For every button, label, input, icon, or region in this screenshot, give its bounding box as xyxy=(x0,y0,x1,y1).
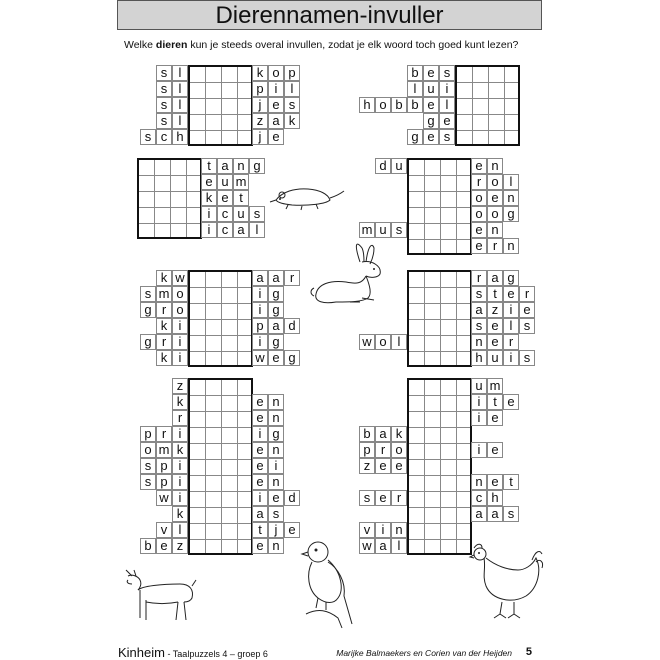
prefix-letter: w xyxy=(359,538,375,554)
suffix-letter: a xyxy=(252,270,268,286)
prefix-letter: s xyxy=(156,65,172,81)
suffix-letter: i xyxy=(503,302,519,318)
prefix-letter: k xyxy=(156,350,172,366)
suffix-letter: e xyxy=(252,394,268,410)
suffix-letter: e xyxy=(471,238,487,254)
suffix-letter: e xyxy=(519,302,535,318)
suffix-letter: k xyxy=(284,113,300,129)
suffix-letter: a xyxy=(487,506,503,522)
prefix-letter: s xyxy=(140,129,156,145)
suffix-letter: e xyxy=(487,190,503,206)
suffix-letter: t xyxy=(487,286,503,302)
answer-grid[interactable] xyxy=(188,378,253,555)
suffix-letter: u xyxy=(487,350,503,366)
suffix-letter: o xyxy=(487,206,503,222)
prefix-letter: i xyxy=(172,490,188,506)
prefix-letter: k xyxy=(172,506,188,522)
suffix-letter: z xyxy=(252,113,268,129)
prefix-letter: o xyxy=(375,334,391,350)
suffix-letter: n xyxy=(268,410,284,426)
suffix-letter: e xyxy=(487,474,503,490)
prefix-letter: r xyxy=(156,426,172,442)
suffix-letter: o xyxy=(471,190,487,206)
prefix-letter: h xyxy=(172,129,188,145)
prefix-letter: n xyxy=(391,522,407,538)
answer-grid[interactable] xyxy=(455,65,520,146)
prefix-letter: s xyxy=(156,81,172,97)
prefix-letter: b xyxy=(391,97,407,113)
suffix-letter: g xyxy=(503,270,519,286)
suffix-letter: a xyxy=(252,506,268,522)
suffix-letter: g xyxy=(268,426,284,442)
suffix-letter: e xyxy=(503,394,519,410)
prefix-letter: s xyxy=(140,458,156,474)
prefix-letter: v xyxy=(359,522,375,538)
suffix-letter: c xyxy=(471,490,487,506)
prefix-letter: i xyxy=(172,426,188,442)
prefix-letter: m xyxy=(359,222,375,238)
prefix-letter: l xyxy=(439,97,455,113)
mouse-illustration xyxy=(268,180,348,214)
prefix-letter: s xyxy=(156,97,172,113)
suffix-letter: t xyxy=(503,474,519,490)
suffix-letter: j xyxy=(252,97,268,113)
prefix-letter: l xyxy=(172,113,188,129)
prefix-letter: a xyxy=(375,426,391,442)
prefix-letter: u xyxy=(423,81,439,97)
suffix-letter: r xyxy=(487,238,503,254)
prefix-letter: r xyxy=(375,442,391,458)
suffix-letter: e xyxy=(268,350,284,366)
prefix-letter: i xyxy=(172,350,188,366)
prefix-letter: s xyxy=(359,490,375,506)
suffix-letter: p xyxy=(252,318,268,334)
brand-name: Kinheim xyxy=(118,645,165,660)
suffix-letter: e xyxy=(217,190,233,206)
prefix-letter: i xyxy=(172,458,188,474)
prefix-letter: p xyxy=(359,442,375,458)
suffix-letter: e xyxy=(268,490,284,506)
prefix-letter: g xyxy=(140,302,156,318)
suffix-letter: a xyxy=(487,270,503,286)
suffix-letter: i xyxy=(252,302,268,318)
prefix-letter: d xyxy=(375,158,391,174)
suffix-letter: n xyxy=(268,394,284,410)
prefix-letter: l xyxy=(391,538,407,554)
instruction: Welke dieren kun je steeds overal invullen, zodat je elk woord toch goed kunt lezen? xyxy=(124,39,519,51)
answer-grid[interactable] xyxy=(407,378,472,555)
prefix-letter: z xyxy=(172,378,188,394)
suffix-letter: i xyxy=(252,490,268,506)
prefix-letter: l xyxy=(391,334,407,350)
answer-grid[interactable] xyxy=(407,270,472,367)
prefix-letter: m xyxy=(156,286,172,302)
suffix-letter: o xyxy=(487,174,503,190)
prefix-letter: e xyxy=(423,65,439,81)
suffix-letter: n xyxy=(503,238,519,254)
prefix-letter: o xyxy=(140,442,156,458)
prefix-letter: a xyxy=(375,538,391,554)
suffix-letter: k xyxy=(201,190,217,206)
prefix-letter: l xyxy=(172,97,188,113)
suffix-letter: n xyxy=(268,442,284,458)
suffix-letter: l xyxy=(284,81,300,97)
suffix-letter: r xyxy=(471,270,487,286)
prefix-letter: k xyxy=(156,318,172,334)
suffix-letter: p xyxy=(284,65,300,81)
suffix-letter: j xyxy=(252,129,268,145)
suffix-letter: s xyxy=(519,350,535,366)
instruction-bold: dieren xyxy=(155,39,188,51)
suffix-letter: i xyxy=(252,286,268,302)
suffix-letter: a xyxy=(268,113,284,129)
prefix-letter: c xyxy=(156,129,172,145)
prefix-letter: s xyxy=(156,113,172,129)
suffix-letter: a xyxy=(268,318,284,334)
suffix-letter: t xyxy=(252,522,268,538)
prefix-letter: w xyxy=(156,490,172,506)
prefix-letter: i xyxy=(172,318,188,334)
suffix-letter: e xyxy=(471,222,487,238)
prefix-letter: e xyxy=(375,458,391,474)
page-number: 5 xyxy=(525,646,532,658)
prefix-letter: e xyxy=(423,97,439,113)
suffix-letter: k xyxy=(252,65,268,81)
prefix-letter: r xyxy=(391,490,407,506)
chicken-illustration xyxy=(466,540,546,624)
suffix-letter: e xyxy=(487,334,503,350)
suffix-letter: p xyxy=(252,81,268,97)
goat-illustration xyxy=(122,562,198,624)
suffix-letter: n xyxy=(503,190,519,206)
suffix-letter: e xyxy=(252,442,268,458)
suffix-letter: i xyxy=(252,334,268,350)
suffix-letter: l xyxy=(503,174,519,190)
suffix-letter: m xyxy=(233,174,249,190)
prefix-letter: s xyxy=(439,129,455,145)
prefix-letter: e xyxy=(439,113,455,129)
suffix-letter: a xyxy=(471,506,487,522)
suffix-letter: a xyxy=(233,222,249,238)
suffix-letter: e xyxy=(487,318,503,334)
suffix-letter: i xyxy=(471,394,487,410)
suffix-letter: i xyxy=(268,81,284,97)
prefix-letter: s xyxy=(140,286,156,302)
suffix-letter: n xyxy=(487,158,503,174)
prefix-letter: k xyxy=(172,442,188,458)
suffix-letter: g xyxy=(268,286,284,302)
suffix-letter: a xyxy=(268,270,284,286)
suffix-letter: g xyxy=(268,334,284,350)
prefix-letter: k xyxy=(172,394,188,410)
prefix-letter: e xyxy=(391,458,407,474)
prefix-letter: i xyxy=(172,334,188,350)
rabbit-illustration xyxy=(310,240,390,308)
suffix-letter: i xyxy=(201,222,217,238)
suffix-letter: e xyxy=(268,129,284,145)
prefix-letter: p xyxy=(140,426,156,442)
suffix-letter: m xyxy=(487,378,503,394)
prefix-letter: b xyxy=(407,65,423,81)
suffix-letter: a xyxy=(217,158,233,174)
prefix-letter: b xyxy=(407,97,423,113)
suffix-letter: e xyxy=(252,410,268,426)
prefix-letter: b xyxy=(359,426,375,442)
prefix-letter: p xyxy=(156,474,172,490)
suffix-letter: l xyxy=(503,318,519,334)
page-title: Dierennamen-invuller xyxy=(117,0,542,30)
bird-illustration xyxy=(298,538,356,630)
prefix-letter: g xyxy=(423,113,439,129)
suffix-letter: j xyxy=(268,522,284,538)
suffix-letter: s xyxy=(471,286,487,302)
prefix-letter: o xyxy=(391,442,407,458)
suffix-letter: i xyxy=(252,426,268,442)
authors: Marijke Balmaekers en Corien van der Heijden xyxy=(336,648,512,658)
suffix-letter: e xyxy=(201,174,217,190)
prefix-letter: b xyxy=(140,538,156,554)
prefix-letter: g xyxy=(407,129,423,145)
suffix-letter: i xyxy=(268,458,284,474)
suffix-letter: n xyxy=(487,222,503,238)
prefix-letter: l xyxy=(407,81,423,97)
suffix-letter: s xyxy=(249,206,265,222)
prefix-letter: e xyxy=(375,490,391,506)
answer-grid[interactable] xyxy=(188,65,253,146)
prefix-letter: i xyxy=(172,474,188,490)
prefix-letter: e xyxy=(156,538,172,554)
suffix-letter: e xyxy=(471,158,487,174)
prefix-letter: w xyxy=(172,270,188,286)
prefix-letter: o xyxy=(172,302,188,318)
suffix-letter: n xyxy=(233,158,249,174)
suffix-letter: r xyxy=(284,270,300,286)
suffix-letter: e xyxy=(268,97,284,113)
answer-grid[interactable] xyxy=(407,158,472,255)
suffix-letter: n xyxy=(268,474,284,490)
suffix-letter: e xyxy=(487,410,503,426)
prefix-letter: e xyxy=(423,129,439,145)
suffix-letter: d xyxy=(284,490,300,506)
suffix-letter: r xyxy=(519,286,535,302)
prefix-letter: l xyxy=(172,81,188,97)
suffix-letter: s xyxy=(503,506,519,522)
suffix-letter: u xyxy=(217,174,233,190)
series-label: - Taalpuzzels 4 – groep 6 xyxy=(164,649,268,659)
prefix-letter: z xyxy=(172,538,188,554)
prefix-letter: g xyxy=(140,334,156,350)
prefix-letter: i xyxy=(375,522,391,538)
suffix-letter: u xyxy=(233,206,249,222)
suffix-letter: e xyxy=(487,442,503,458)
suffix-letter: i xyxy=(503,350,519,366)
footer xyxy=(118,645,530,660)
suffix-letter: e xyxy=(252,474,268,490)
prefix-letter: o xyxy=(172,286,188,302)
suffix-letter: n xyxy=(268,538,284,554)
suffix-letter: g xyxy=(503,206,519,222)
suffix-letter: a xyxy=(471,302,487,318)
suffix-letter: e xyxy=(284,522,300,538)
suffix-letter: t xyxy=(487,394,503,410)
suffix-letter: e xyxy=(503,286,519,302)
suffix-letter: w xyxy=(252,350,268,366)
prefix-letter: k xyxy=(156,270,172,286)
suffix-letter: e xyxy=(252,538,268,554)
prefix-letter: s xyxy=(439,65,455,81)
suffix-letter: s xyxy=(519,318,535,334)
suffix-letter: i xyxy=(201,206,217,222)
suffix-letter: t xyxy=(201,158,217,174)
suffix-letter: t xyxy=(233,190,249,206)
prefix-letter: o xyxy=(375,97,391,113)
prefix-letter: i xyxy=(439,81,455,97)
suffix-letter: h xyxy=(487,490,503,506)
prefix-letter: l xyxy=(172,65,188,81)
suffix-letter: s xyxy=(268,506,284,522)
suffix-letter: d xyxy=(284,318,300,334)
suffix-letter: s xyxy=(471,318,487,334)
prefix-letter: k xyxy=(391,426,407,442)
suffix-letter: h xyxy=(471,350,487,366)
suffix-letter: g xyxy=(268,302,284,318)
suffix-letter: n xyxy=(471,334,487,350)
suffix-letter: i xyxy=(471,410,487,426)
suffix-letter: r xyxy=(471,174,487,190)
prefix-letter: r xyxy=(156,334,172,350)
suffix-letter: r xyxy=(503,334,519,350)
prefix-letter: h xyxy=(359,97,375,113)
prefix-letter: r xyxy=(172,410,188,426)
suffix-letter: g xyxy=(284,350,300,366)
prefix-letter: v xyxy=(156,522,172,538)
prefix-letter: u xyxy=(391,158,407,174)
suffix-letter: e xyxy=(252,458,268,474)
suffix-letter: c xyxy=(217,206,233,222)
suffix-letter: u xyxy=(471,378,487,394)
prefix-letter: u xyxy=(375,222,391,238)
prefix-letter: s xyxy=(140,474,156,490)
prefix-letter: p xyxy=(156,458,172,474)
suffix-letter: o xyxy=(471,206,487,222)
prefix-letter: m xyxy=(156,442,172,458)
answer-grid[interactable] xyxy=(188,270,253,367)
suffix-letter: z xyxy=(487,302,503,318)
suffix-letter: i xyxy=(471,442,487,458)
prefix-letter: r xyxy=(156,302,172,318)
suffix-letter: o xyxy=(268,65,284,81)
suffix-letter: g xyxy=(249,158,265,174)
prefix-letter: z xyxy=(359,458,375,474)
suffix-letter: n xyxy=(471,474,487,490)
suffix-letter: c xyxy=(217,222,233,238)
prefix-letter: w xyxy=(359,334,375,350)
answer-grid[interactable] xyxy=(137,158,202,239)
suffix-letter: l xyxy=(249,222,265,238)
prefix-letter: s xyxy=(391,222,407,238)
prefix-letter: l xyxy=(172,522,188,538)
suffix-letter: s xyxy=(284,97,300,113)
